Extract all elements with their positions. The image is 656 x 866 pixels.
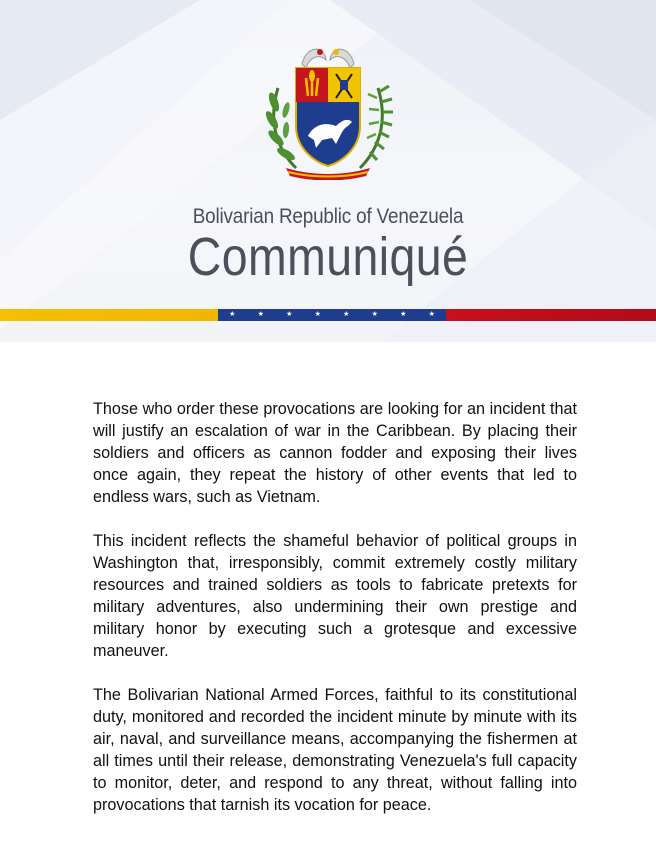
star-icon: ★ — [229, 311, 236, 318]
document-title: Communiqué — [187, 227, 469, 287]
flag-stripe-red — [446, 309, 656, 321]
organization-name: Bolivarian Republic of Venezuela — [192, 205, 464, 228]
body-paragraph: The Bolivarian National Armed Forces, faithful to its constitutional duty, monitored and recorded the incident minute by minute with its air, naval, and surveillance means, accompanying the fishermen at all times until their release, demonstrating Venezuela's full capacity to monitor, deter, and respond to any threat, without falling into provocations that tarnish its vocation for peace. — [93, 686, 577, 814]
star-icon: ★ — [371, 311, 378, 318]
star-icon: ★ — [314, 311, 321, 318]
flag-stars — [218, 309, 446, 321]
star-icon: ★ — [286, 311, 293, 318]
body-paragraph: This incident reflects the shameful behavior of political groups in Washington that, irresponsibly, commit extremely costly military resources and trained soldiers as tools to fabricate pretexts for military adventures, also undermining their own prestige and military honor by executing such a grotesque and excessive maneuver. — [93, 532, 577, 660]
communique-body — [93, 398, 577, 838]
flag-stripe-blue — [218, 309, 446, 321]
body-paragraph: Those who order these provocations are looking for an incident that will justify an escalation of war in the Caribbean. By placing their soldiers and officers as cannon fodder and exposing their lives once again, they repeat the history of other events that led to endless wars, such as Vietnam. — [93, 400, 577, 506]
star-icon: ★ — [257, 311, 264, 318]
star-icon: ★ — [343, 311, 350, 318]
star-icon: ★ — [400, 311, 407, 318]
communique-header — [0, 0, 656, 342]
star-icon: ★ — [428, 311, 435, 318]
coat-of-arms-of-venezuela-icon — [262, 40, 394, 180]
flag-stripe-yellow — [0, 309, 218, 321]
flag-stripe-bar — [0, 309, 656, 321]
